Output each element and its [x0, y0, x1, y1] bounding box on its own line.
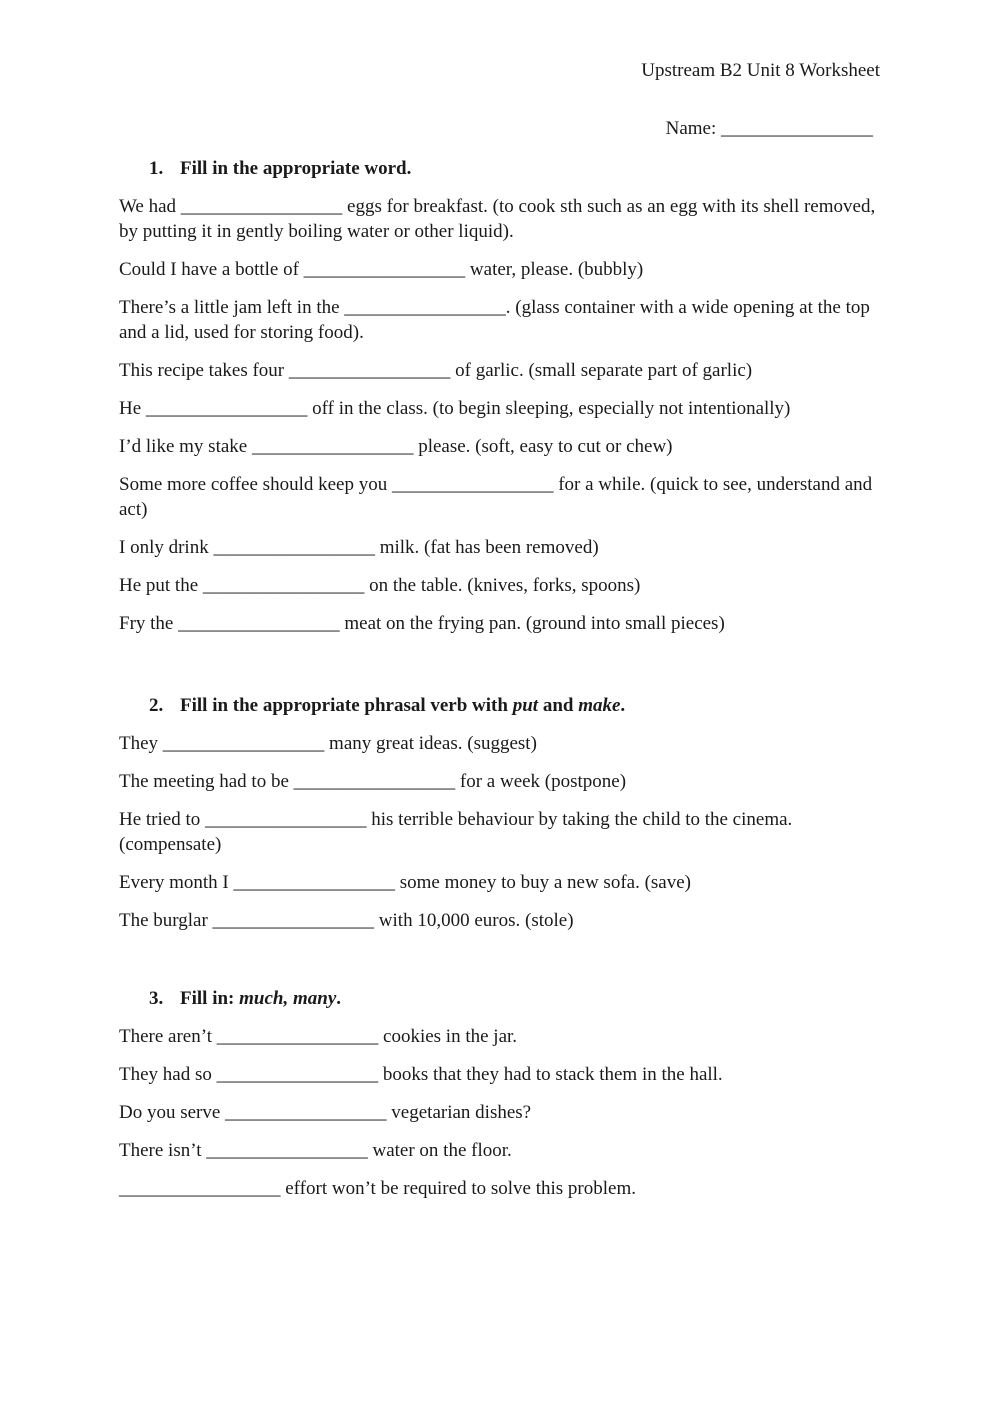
section-2-title-and: and — [538, 695, 579, 716]
section-1 — [119, 157, 879, 636]
section-2-title-make: make — [578, 695, 621, 716]
exercise-item: Fry the _________________ meat on the frying pan. (ground into small pieces) — [119, 613, 725, 634]
exercise-item: He _________________ off in the class. (to begin sleeping, especially not intentionally) — [119, 398, 791, 419]
exercise-item: He put the _________________ on the table. (knives, forks, spoons) — [119, 575, 641, 596]
exercise-item: The burglar _________________ with 10,000 euros. (stole) — [119, 910, 574, 931]
section-2-heading — [149, 694, 879, 718]
exercise-item: We had _________________ eggs for breakfast. (to cook sth such as an egg with its shell removed, by putting it in gently boiling water or other liquid). — [119, 196, 876, 242]
exercise-item: There isn’t _________________ water on the floor. — [119, 1140, 512, 1161]
section-2-title-put: put — [512, 695, 539, 716]
section-1-number: 1. — [149, 158, 164, 179]
exercise-item: I only drink _________________ milk. (fat has been removed) — [119, 537, 599, 558]
section-1-heading — [149, 157, 879, 181]
section-3-title-period: . — [336, 988, 341, 1009]
exercise-item: Some more coffee should keep you _________________ for a while. (quick to see, understand and act) — [119, 474, 873, 520]
section-2-number: 2. — [149, 695, 164, 716]
worksheet-title: Upstream B2 Unit 8 Worksheet — [641, 60, 880, 81]
exercise-item: The meeting had to be _________________ for a week (postpone) — [119, 771, 627, 792]
section-3-number: 3. — [149, 988, 164, 1009]
section-3-title-text: Fill in: — [180, 988, 240, 1009]
exercise-item: Do you serve _________________ vegetarian dishes? — [119, 1102, 532, 1123]
exercise-item: There’s a little jam left in the _________________. (glass container with a wide opening at the top and a lid, used for storing food). — [119, 297, 870, 343]
section-2 — [119, 694, 879, 933]
exercise-item: Could I have a bottle of _________________ water, please. (bubbly) — [119, 259, 644, 280]
exercise-item: This recipe takes four _________________ of garlic. (small separate part of garlic) — [119, 360, 753, 381]
exercise-item: They had so _________________ books that they had to stack them in the hall. — [119, 1064, 723, 1085]
exercise-item: Every month I _________________ some money to buy a new sofa. (save) — [119, 872, 692, 893]
section-3-title-words: much, many — [239, 988, 337, 1009]
exercise-item: _________________ effort won’t be required to solve this problem. — [119, 1178, 636, 1199]
exercise-item: There aren’t _________________ cookies in the jar. — [119, 1026, 518, 1047]
exercise-item: I’d like my stake _________________ please. (soft, easy to cut or chew) — [119, 436, 673, 457]
name-field-line: Name: ________________ — [665, 118, 873, 139]
section-3-heading — [149, 987, 879, 1011]
exercise-item: They _________________ many great ideas. (suggest) — [119, 733, 537, 754]
section-3 — [119, 987, 879, 1201]
section-2-title-text: Fill in the appropriate phrasal verb with — [180, 695, 513, 716]
exercise-item: He tried to _________________ his terrible behaviour by taking the child to the cinema. (compensate) — [119, 809, 793, 855]
section-1-title: Fill in the appropriate word. — [180, 158, 412, 179]
section-2-title-period: . — [620, 695, 626, 716]
